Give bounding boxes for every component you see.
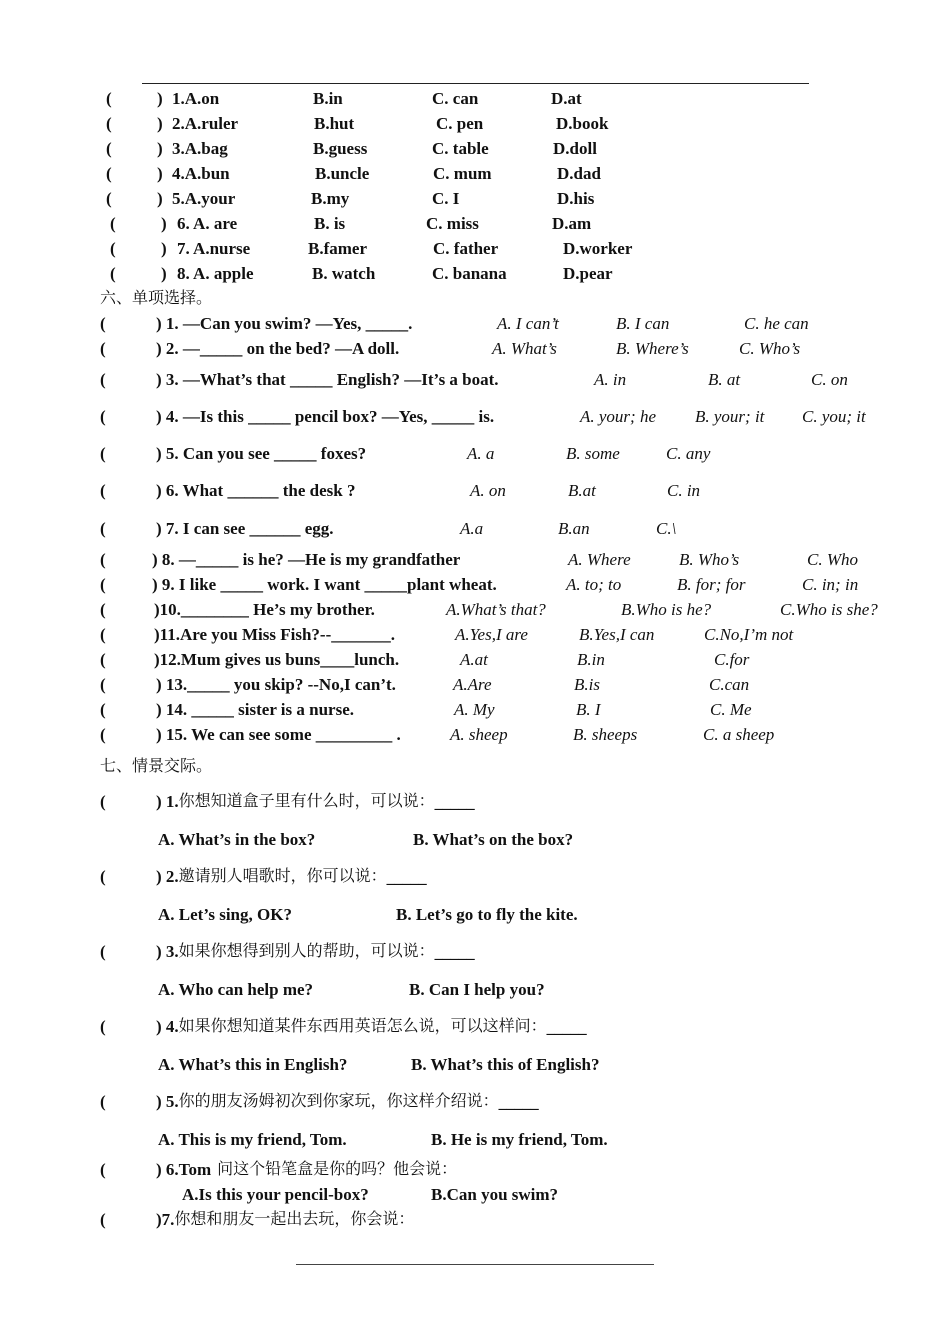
option-b: B. Can I help you? <box>409 980 545 999</box>
open-paren: ( <box>100 725 106 744</box>
option-c: C. on <box>811 370 848 389</box>
option-b: B. Who’s <box>679 550 740 569</box>
option-b: B.Who is he? <box>621 600 712 619</box>
open-paren: ( <box>100 1210 106 1229</box>
open-paren: ( <box>100 444 106 463</box>
option-a: A. What’s in the box? <box>158 830 316 849</box>
option-a: A. What’s <box>492 339 557 358</box>
open-paren: ( <box>110 239 116 258</box>
question-text: )10.________ He’s my brother. <box>154 600 375 619</box>
option-c: C. any <box>666 444 711 463</box>
question-number: ) 5. <box>156 1092 179 1111</box>
question-prompt: 邀请别人唱歌时，你可以说：_____ <box>178 866 427 885</box>
option-a: A. What’s this in English? <box>158 1055 348 1074</box>
question-number-option-a: 1.A.on <box>172 89 220 108</box>
open-paren: ( <box>110 264 116 283</box>
close-paren: ) <box>161 264 167 283</box>
question-number: ) 1. <box>156 792 179 811</box>
open-paren: ( <box>100 650 106 669</box>
question-number: ) 2. <box>156 867 179 886</box>
option-b: B.hut <box>314 114 355 133</box>
option-a: A. to; to <box>566 575 622 594</box>
option-a: A.What’s that? <box>446 600 546 619</box>
option-c: C. father <box>433 239 499 258</box>
question-text: ) 6. What ______ the desk ? <box>156 481 356 500</box>
option-b: B. I can <box>616 314 670 333</box>
question-text: ) 1. —Can you swim? —Yes, _____. <box>156 314 413 333</box>
option-b: B.Can you swim? <box>431 1185 559 1204</box>
option-d: D.at <box>551 89 582 108</box>
open-paren: ( <box>100 339 106 358</box>
open-paren: ( <box>106 89 112 108</box>
question-prompt: 你想和朋友一起出去玩，你会说： <box>174 1209 415 1228</box>
question-text: )12.Mum gives us buns____lunch. <box>154 650 400 669</box>
option-c: C. Who <box>807 550 858 569</box>
question-text: ) 3. —What’s that _____ English? —It’s a boat. <box>156 370 499 389</box>
option-c: C.No,I’m not <box>704 625 794 644</box>
option-c: C.can <box>709 675 750 694</box>
open-paren: ( <box>106 139 112 158</box>
open-paren: ( <box>100 1160 106 1179</box>
close-paren: ) <box>161 214 167 233</box>
section-title: 七、情景交际。 <box>100 756 213 775</box>
open-paren: ( <box>100 370 106 389</box>
open-paren: ( <box>100 314 106 333</box>
option-b: B. some <box>566 444 620 463</box>
option-a: A. Let’s sing, OK? <box>158 905 292 924</box>
option-a: A.Is this your pencil-box? <box>182 1185 369 1204</box>
question-text: ) 14. _____ sister is a nurse. <box>156 700 355 719</box>
option-b: B.my <box>311 189 350 208</box>
question-number-option-a: 4.A.bun <box>172 164 230 183</box>
question-number-option-a: 2.A.ruler <box>172 114 239 133</box>
open-paren: ( <box>106 189 112 208</box>
question-prompt: 如果你想知道某件东西用英语怎么说，可以这样问：_____ <box>178 1016 587 1035</box>
option-c: C. a sheep <box>703 725 775 744</box>
option-b: B. watch <box>312 264 376 283</box>
option-b: B.at <box>568 481 596 500</box>
question-number: )7. <box>156 1210 175 1229</box>
question-text: ) 13._____ you skip? --No,I can’t. <box>156 675 396 694</box>
open-paren: ( <box>100 792 106 811</box>
question-number: ) 4. <box>156 1017 179 1036</box>
open-paren: ( <box>100 481 106 500</box>
option-d: D.doll <box>553 139 597 158</box>
open-paren: ( <box>110 214 116 233</box>
option-c: C.Who is she? <box>780 600 878 619</box>
option-a: A. Where <box>568 550 631 569</box>
option-a: A.at <box>460 650 488 669</box>
option-b: B.Yes,I can <box>579 625 655 644</box>
option-b: B. What’s on the box? <box>413 830 574 849</box>
option-b: B.is <box>574 675 600 694</box>
close-paren: ) <box>161 239 167 258</box>
question-text: ) 5. Can you see _____ foxes? <box>156 444 367 463</box>
option-b: B. I <box>576 700 601 719</box>
option-b: B. What’s this of English? <box>411 1055 600 1074</box>
question-number-option-a: 6. A. are <box>177 214 238 233</box>
open-paren: ( <box>106 164 112 183</box>
question-text: ) 9. I like _____ work. I want _____plant wheat. <box>152 575 497 594</box>
question-number-option-a: 8. A. apple <box>177 264 254 283</box>
option-b: B.in <box>577 650 605 669</box>
option-a: A. sheep <box>450 725 508 744</box>
open-paren: ( <box>100 550 106 569</box>
option-b: B.an <box>558 519 590 538</box>
option-d: D.book <box>556 114 609 133</box>
open-paren: ( <box>100 675 106 694</box>
question-text: )11.Are you Miss Fish?--_______. <box>154 625 395 644</box>
option-b: B.guess <box>313 139 368 158</box>
option-a: A. Who can help me? <box>158 980 314 999</box>
option-d: D.his <box>557 189 595 208</box>
open-paren: ( <box>100 519 106 538</box>
bottom-rule <box>296 1264 654 1265</box>
question-text: ) 7. I can see ______ egg. <box>156 519 334 538</box>
option-b: B. your; it <box>695 407 765 426</box>
option-a: A. I can’t <box>497 314 559 333</box>
open-paren: ( <box>100 867 106 886</box>
option-b: B.uncle <box>315 164 370 183</box>
option-b: B. Let’s go to fly the kite. <box>396 905 578 924</box>
top-rule <box>142 83 809 84</box>
option-a: A.a <box>460 519 484 538</box>
question-prompt: 你想知道盒子里有什么时，可以说：_____ <box>178 791 475 810</box>
question-number: ) 6.Tom <box>156 1160 212 1179</box>
option-c: C. can <box>432 89 479 108</box>
option-a: A.Are <box>453 675 492 694</box>
question-prompt: 问这个铅笔盒是你的吗？他会说： <box>217 1159 458 1178</box>
close-paren: ) <box>157 114 163 133</box>
option-b: B. for; for <box>677 575 746 594</box>
option-b: B. sheeps <box>573 725 638 744</box>
option-b: B. He is my friend, Tom. <box>431 1130 608 1149</box>
option-c: C. in; in <box>802 575 859 594</box>
option-a: A.Yes,I are <box>455 625 528 644</box>
option-c: C. Who’s <box>739 339 801 358</box>
open-paren: ( <box>100 600 106 619</box>
option-a: A. This is my friend, Tom. <box>158 1130 347 1149</box>
option-b: B.in <box>313 89 343 108</box>
option-b: B. Where’s <box>616 339 689 358</box>
open-paren: ( <box>100 625 106 644</box>
question-text: ) 8. —_____ is he? —He is my grandfather <box>152 550 461 569</box>
question-prompt: 如果你想得到别人的帮助，可以说：_____ <box>178 941 475 960</box>
option-c: C. pen <box>436 114 484 133</box>
option-d: D.worker <box>563 239 633 258</box>
question-text: ) 2. —_____ on the bed? —A doll. <box>156 339 400 358</box>
section-title: 六、单项选择。 <box>100 288 213 307</box>
option-c: C. he can <box>744 314 809 333</box>
option-b: B. at <box>708 370 741 389</box>
question-prompt: 你的朋友汤姆初次到你家玩，你这样介绍说：_____ <box>178 1091 539 1110</box>
option-d: D.pear <box>563 264 613 283</box>
option-c: C. banana <box>432 264 507 283</box>
option-a: A. in <box>594 370 627 389</box>
option-a: A. My <box>454 700 495 719</box>
open-paren: ( <box>100 575 106 594</box>
option-c: C.for <box>714 650 750 669</box>
question-number-option-a: 3.A.bag <box>172 139 228 158</box>
close-paren: ) <box>157 89 163 108</box>
close-paren: ) <box>157 139 163 158</box>
question-number: ) 3. <box>156 942 179 961</box>
open-paren: ( <box>100 942 106 961</box>
question-text: ) 4. —Is this _____ pencil box? —Yes, _____ is. <box>156 407 495 426</box>
open-paren: ( <box>100 700 106 719</box>
open-paren: ( <box>100 407 106 426</box>
open-paren: ( <box>106 114 112 133</box>
option-c: C. miss <box>426 214 479 233</box>
option-c: C. I <box>432 189 460 208</box>
option-c: C. in <box>667 481 701 500</box>
open-paren: ( <box>100 1092 106 1111</box>
option-d: D.am <box>552 214 592 233</box>
open-paren: ( <box>100 1017 106 1036</box>
question-text: ) 15. We can see some _________ . <box>156 725 401 744</box>
option-c: C. you; it <box>802 407 866 426</box>
option-b: B. is <box>314 214 346 233</box>
close-paren: ) <box>157 189 163 208</box>
option-a: A. on <box>470 481 506 500</box>
option-c: C. Me <box>710 700 752 719</box>
question-number-option-a: 5.A.your <box>172 189 236 208</box>
option-a: A. your; he <box>580 407 657 426</box>
close-paren: ) <box>157 164 163 183</box>
option-c: C.\ <box>656 519 677 538</box>
option-b: B.famer <box>308 239 368 258</box>
option-c: C. table <box>432 139 489 158</box>
option-c: C. mum <box>433 164 492 183</box>
option-a: A. a <box>467 444 495 463</box>
question-number-option-a: 7. A.nurse <box>177 239 251 258</box>
option-d: D.dad <box>557 164 601 183</box>
